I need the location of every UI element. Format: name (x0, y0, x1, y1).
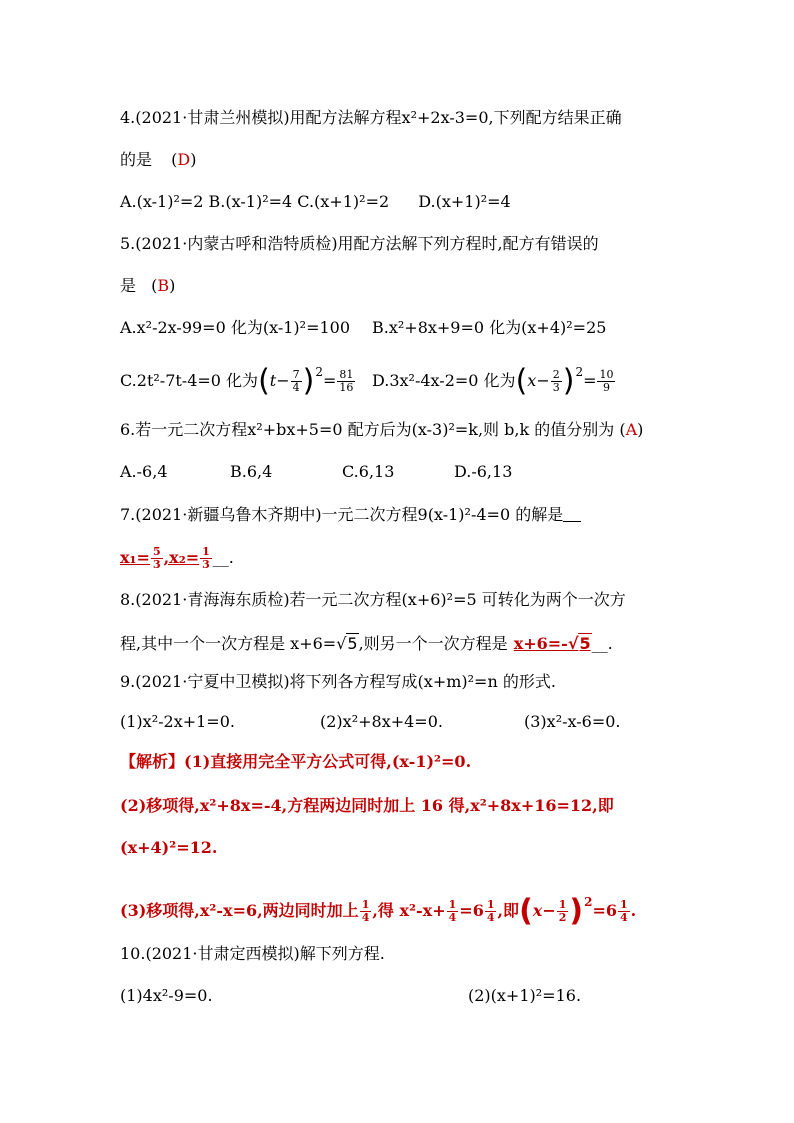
q9-stem: 9.(2021·宁夏中卫模拟)将下列各方程写成(x+m)²=n 的形式. (120, 672, 556, 691)
q8-stem: 8.(2021·青海海东质检)若一元二次方程(x+6)²=5 可转化为两个一次方 (120, 590, 626, 609)
q9-part-3: (3)x²-x-6=0. (524, 712, 621, 731)
q4-stem: 4.(2021·甘肃兰州模拟)用配方法解方程x²+2x-3=0,下列配方结果正确 (120, 108, 622, 127)
q9-solution-3: (x+4)²=12. (120, 838, 218, 857)
q6-answer: A (625, 420, 638, 439)
q10-stem: 10.(2021·甘肃定西模拟)解下列方程. (120, 944, 385, 963)
q6-option-d: D.-6,13 (454, 462, 513, 481)
q4-option-b: B.(x-1)²=4 (208, 192, 293, 211)
q9-solution-1: 【解析】(1)直接用完全平方公式可得,(x-1)²=0. (120, 752, 472, 771)
q6-stem: 6.若一元二次方程x²+bx+5=0 配方后为(x-3)²=k,则 b,k 的值分别为 (A) (120, 420, 644, 439)
q4-options (120, 192, 511, 212)
q5-answer: B (157, 276, 170, 295)
q4-option-d: D.(x+1)²=4 (418, 192, 511, 211)
q5-options-cd (120, 362, 614, 399)
q5-stem: 5.(2021·内蒙古呼和浩特质检)用配方法解下列方程时,配方有错误的 (120, 234, 599, 253)
q10-part-2: (2)(x+1)²=16. (468, 986, 582, 1005)
q9-part-2: (2)x²+8x+4=0. (320, 712, 443, 731)
q5-option-b: B.x²+8x+9=0 化为(x+4)²=25 (372, 318, 607, 337)
q7-stem: 7.(2021·新疆乌鲁木齐期中)一元二次方程9(x-1)²-4=0 的解是 (120, 505, 581, 525)
q10-part-1: (1)4x²-9=0. (120, 986, 213, 1005)
q5-option-c: C.2t²-7t-4=0 化为(t− $\frac{7}{4}$ )2= $\frac{81}{16}$ (120, 363, 354, 399)
q4-stem-2: 的是 (D) (120, 150, 197, 169)
q9-solution-4: (3)移项得,x²-x=6,两边同时加上 $\frac{1}{4}$ ,得 x²-x+ $\frac{1}{4}$ =6 $\frac{1}{4}$ ,即(x− $\frac{1}{2}$ )2=6 $\frac{1}{4}$ . (120, 893, 637, 929)
q5-option-d: D.3x²-4x-2=0 化为(x− $\frac{2}{3}$ )2= $\frac{10}{9}$ (372, 363, 614, 399)
q8-answer: x+6=-√5 (513, 634, 591, 653)
q9-part-1: (1)x²-2x+1=0. (120, 712, 235, 731)
q5-option-a: A.x²-2x-99=0 化为(x-1)²=100 (120, 318, 351, 337)
q6-option-a: A.-6,4 (120, 462, 168, 481)
q4-option-a: A.(x-1)²=2 (120, 192, 204, 211)
q9-solution-2: (2)移项得,x²+8x=-4,方程两边同时加上 16 得,x²+8x+16=12,即 (120, 796, 614, 815)
q4-answer: D (177, 150, 191, 169)
q6-option-b: B.6,4 (230, 462, 273, 481)
q6-option-c: C.6,13 (342, 462, 395, 481)
q7-answer: x₁= $\frac{5}{3}$ ,x₂= $\frac{1}{3}$ __. (120, 545, 234, 571)
q4-option-c: C.(x+1)²=2 (297, 192, 390, 211)
q8-stem-2: 程,其中一个一次方程是 x+6=√5,则另一个一次方程是 x+6=-√5__. (120, 634, 613, 653)
q5-options-ab (120, 318, 607, 338)
q5-stem-2: 是 (B) (120, 276, 176, 295)
